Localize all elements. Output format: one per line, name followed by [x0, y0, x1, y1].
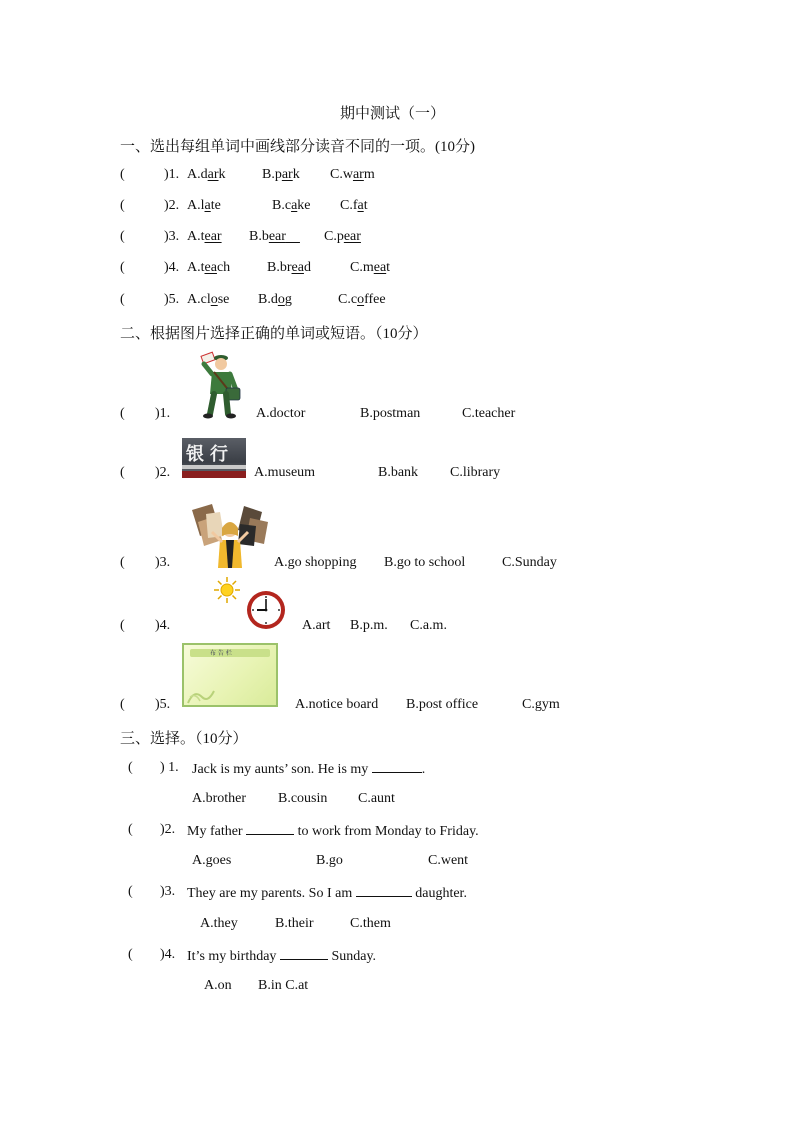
answer-paren-open: ( — [120, 167, 125, 182]
sun-icon — [214, 577, 240, 603]
answer-blank — [356, 884, 412, 897]
option-a: A.dark — [187, 167, 226, 182]
option-a: A.notice board — [295, 697, 379, 712]
option-a: A.goes — [192, 853, 232, 868]
option-c: C.went — [428, 853, 469, 868]
answer-paren-open: ( — [128, 760, 133, 775]
postman-image — [196, 350, 244, 420]
option-c: C.a.m. — [410, 618, 447, 633]
option-a: A.go shopping — [274, 555, 357, 570]
item-number: )2. — [155, 465, 171, 480]
item-number: )5. — [164, 292, 180, 307]
bank-image — [182, 438, 246, 478]
option-a: A.museum — [254, 465, 316, 480]
answer-paren-open: ( — [120, 406, 125, 421]
option-a: A.art — [302, 618, 331, 633]
answer-blank — [280, 947, 328, 960]
option-a: A.tear — [187, 229, 222, 244]
option-a: A.late — [187, 198, 221, 213]
notice-board-label: 布 告 栏 — [210, 650, 232, 657]
answer-blank — [246, 822, 294, 835]
option-b: B.in C.at — [258, 978, 309, 993]
item-number: )3. — [164, 229, 180, 244]
option-a: A.they — [200, 916, 238, 931]
item-number: )3. — [160, 884, 176, 899]
section-3-heading: 三、选择。（10分） — [120, 731, 248, 747]
option-b: B.postman — [360, 406, 421, 421]
option-c: C.coffee — [338, 292, 386, 307]
item-number: )2. — [164, 198, 180, 213]
option-a: A.close — [187, 292, 230, 307]
item-number: )1. — [164, 167, 180, 182]
option-b: B.bread — [267, 260, 311, 275]
option-c: C.meat — [350, 260, 391, 275]
bank-sign: 银行 — [186, 444, 234, 465]
item-number: )1. — [155, 406, 171, 421]
item-number: )4. — [160, 947, 176, 962]
option-c: C.teacher — [462, 406, 516, 421]
option-b: B.dog — [258, 292, 292, 307]
question-text: They are my parents. So I am daughter. — [187, 886, 467, 901]
answer-paren-open: ( — [128, 884, 133, 899]
question-text: It’s my birthday Sunday. — [187, 949, 377, 964]
option-b: B.their — [275, 916, 314, 931]
question-text: Jack is my aunts’ son. He is my . — [192, 762, 426, 777]
item-number: )2. — [160, 822, 176, 837]
shopping-image — [186, 500, 272, 568]
item-number: )3. — [155, 555, 171, 570]
option-b: B.park — [262, 167, 300, 182]
notice-board-image — [182, 643, 278, 707]
answer-paren-open: ( — [120, 260, 125, 275]
answer-paren-open: ( — [120, 465, 125, 480]
option-c: C.Sunday — [502, 555, 557, 570]
option-c: C.warm — [330, 167, 375, 182]
option-b: B.cake — [272, 198, 311, 213]
option-a: A.brother — [192, 791, 247, 806]
answer-paren-open: ( — [120, 697, 125, 712]
item-number: ) 1. — [160, 760, 179, 775]
section-1-heading: 一、选出每组单词中画线部分读音不同的一项。(10分) — [120, 139, 475, 155]
section-2-heading: 二、根据图片选择正确的单词或短语。（10分） — [120, 326, 428, 342]
option-a: A.teach — [187, 260, 231, 275]
answer-blank — [372, 760, 422, 773]
answer-paren-open: ( — [120, 292, 125, 307]
item-number: )5. — [155, 697, 171, 712]
option-c: C.fat — [340, 198, 368, 213]
question-text: My father to work from Monday to Friday. — [187, 824, 479, 839]
option-c: C.pear — [324, 229, 361, 244]
answer-paren-open: ( — [120, 198, 125, 213]
answer-paren-open: ( — [128, 822, 133, 837]
option-c: C.library — [450, 465, 501, 480]
answer-paren-open: ( — [120, 229, 125, 244]
answer-paren-open: ( — [128, 947, 133, 962]
option-c: C.gym — [522, 697, 560, 712]
item-number: )4. — [164, 260, 180, 275]
answer-paren-open: ( — [120, 618, 125, 633]
option-b: B.cousin — [278, 791, 328, 806]
option-c: C.them — [350, 916, 391, 931]
option-a: A.on — [204, 978, 232, 993]
option-b: B.go to school — [384, 555, 466, 570]
item-number: )4. — [155, 618, 171, 633]
option-b: B.p.m. — [350, 618, 388, 633]
page-title: 期中测试（一） — [340, 106, 446, 122]
answer-paren-open: ( — [120, 555, 125, 570]
option-b: B.bear — [249, 229, 286, 244]
clock-icon — [246, 590, 286, 630]
option-b: B.bank — [378, 465, 419, 480]
option-b: B.go — [316, 853, 343, 868]
option-a: A.doctor — [256, 406, 306, 421]
option-b: B.post office — [406, 697, 479, 712]
option-c: C.aunt — [358, 791, 395, 806]
